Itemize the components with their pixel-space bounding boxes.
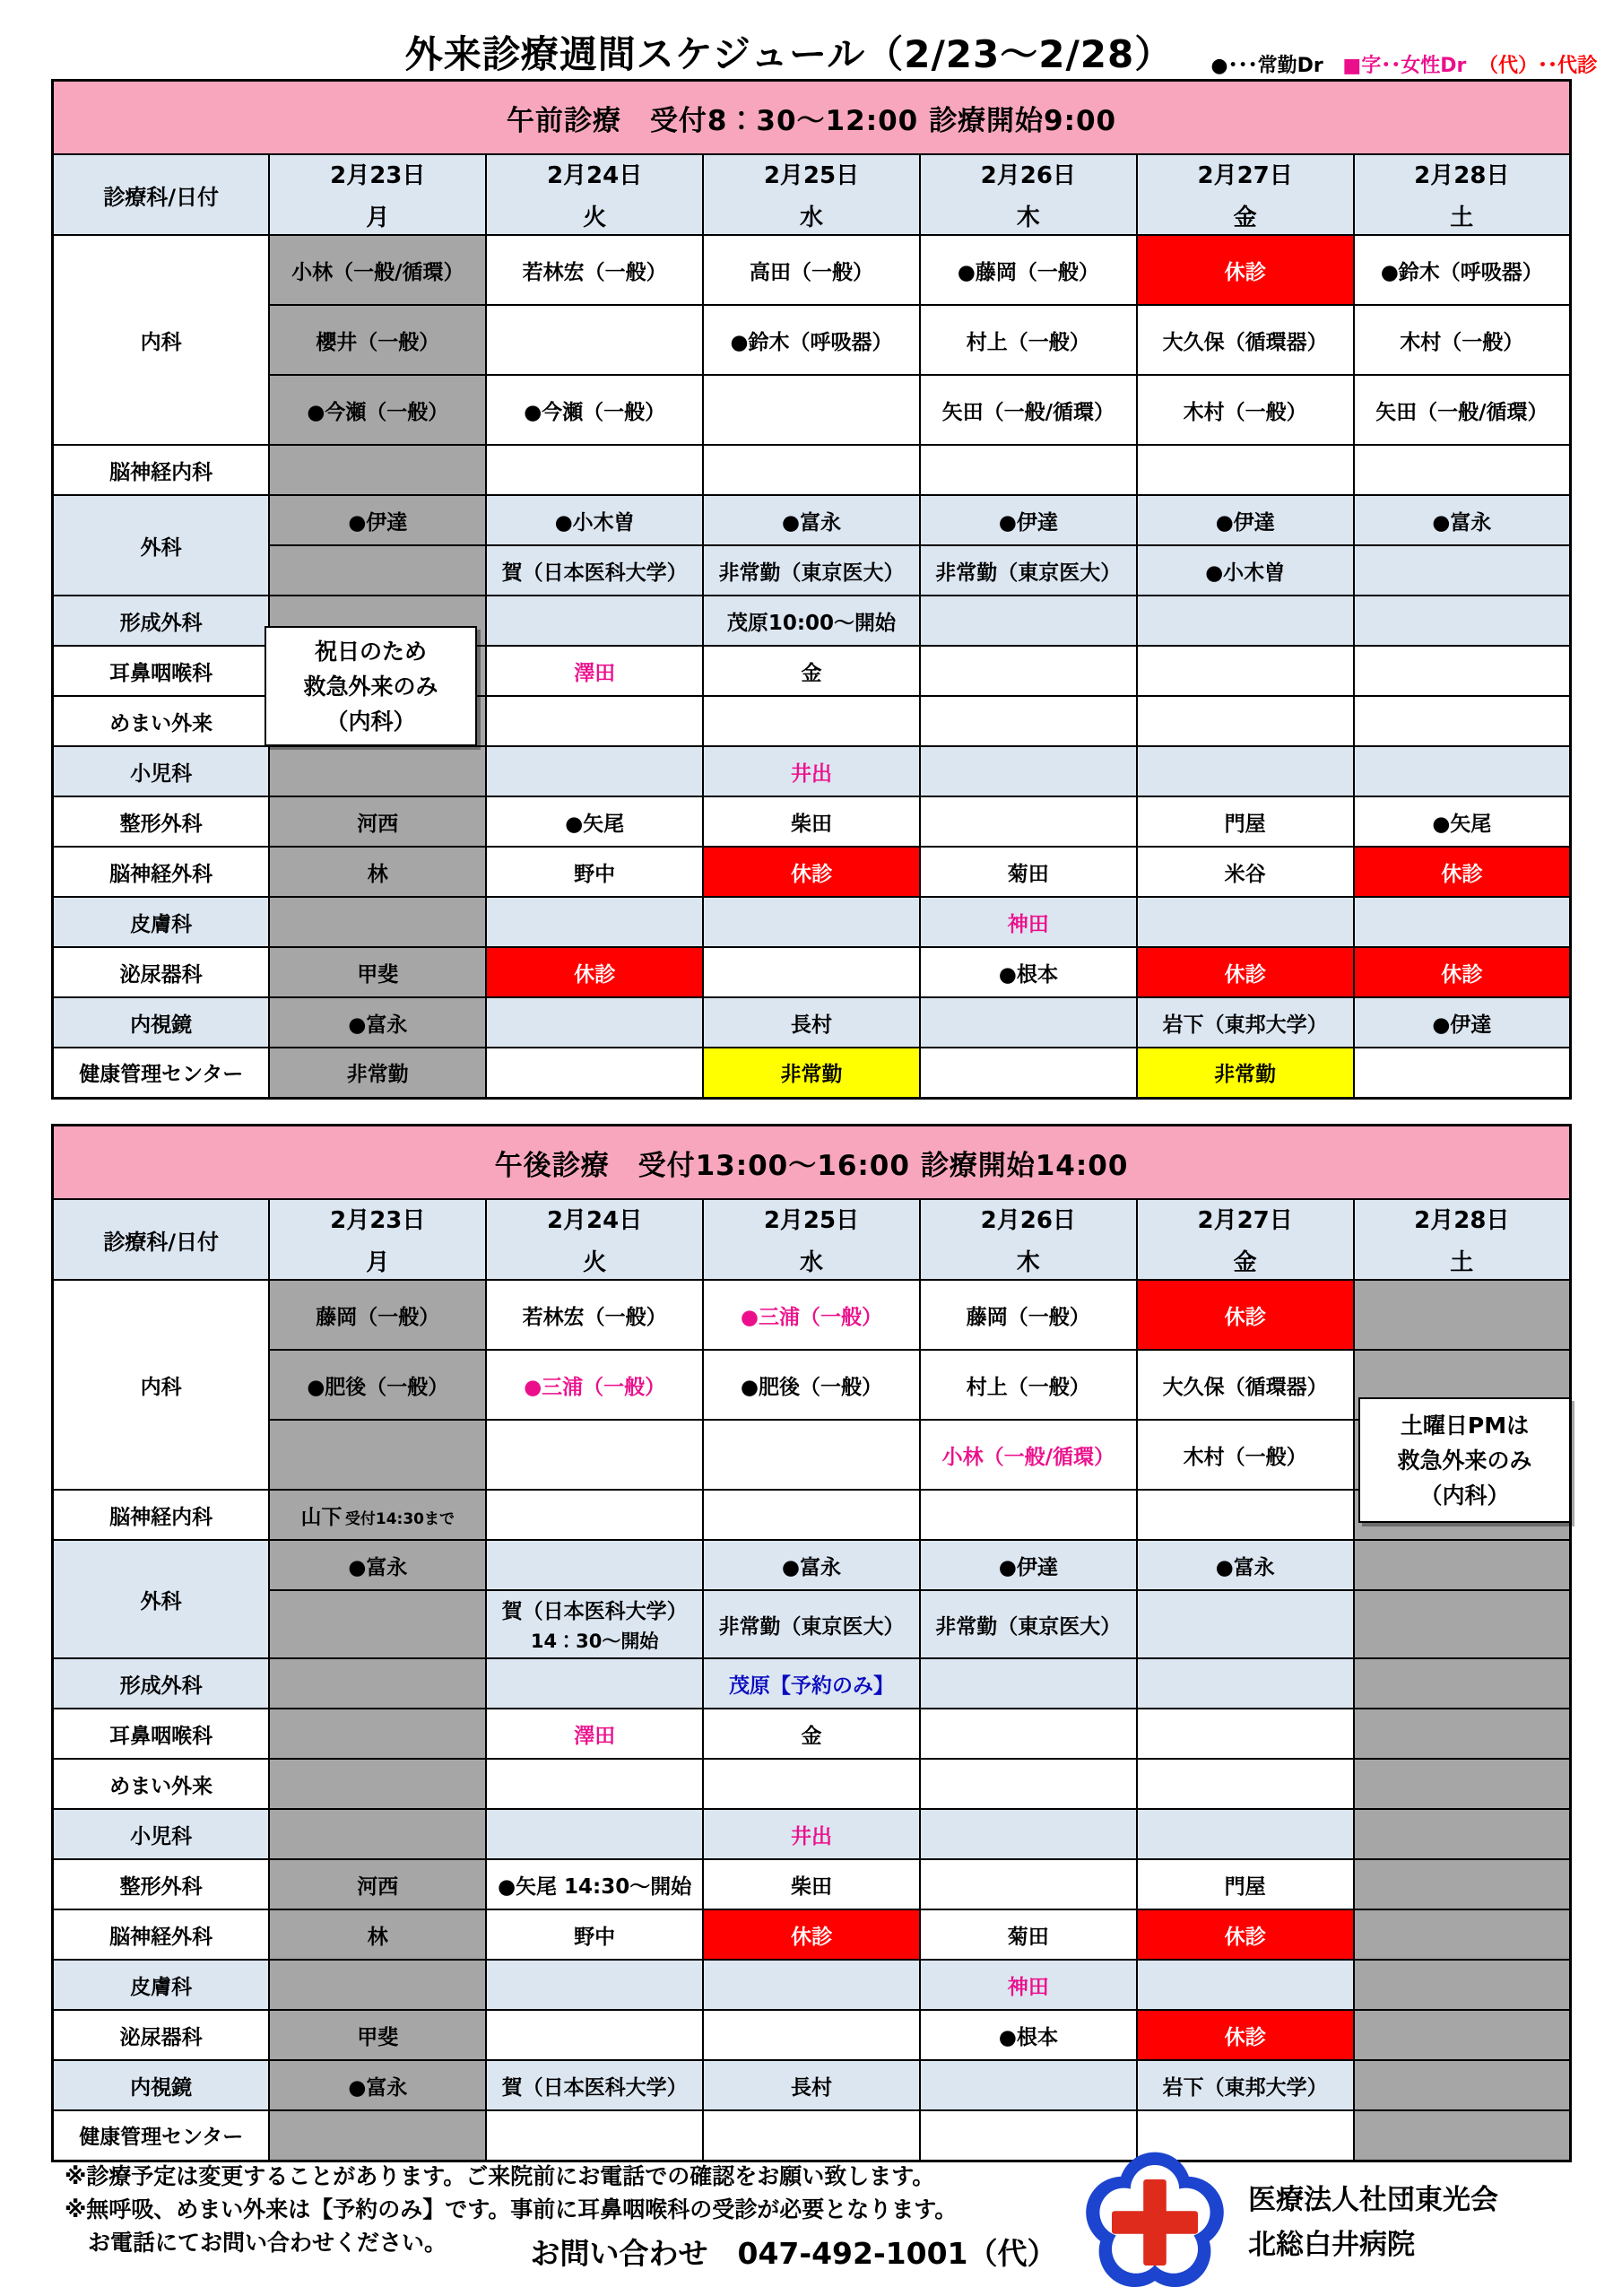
schedule-cell: 甲斐 [269, 947, 486, 997]
hospital-name-block [1248, 2178, 1498, 2267]
schedule-cell [920, 596, 1137, 646]
hospital-logo-icon [1083, 2149, 1227, 2296]
schedule-cell [1137, 1960, 1354, 2010]
holiday-notice-line: 救急外来のみ [303, 673, 438, 700]
dept-label: 脳神経外科 [53, 847, 270, 897]
saturday-notice-line: 救急外来のみ [1397, 1447, 1532, 1474]
schedule-cell [269, 746, 486, 796]
schedule-cell: 休診 [1137, 1909, 1354, 1960]
schedule-cell [269, 1759, 486, 1809]
schedule-cell: 河西 [269, 796, 486, 847]
hospital-name: 北総白井病院 [1248, 2229, 1415, 2261]
day-header: 2月23日 月 [269, 1199, 486, 1280]
schedule-cell: ●肥後（一般） [269, 1350, 486, 1420]
schedule-cell: 神田 [920, 897, 1137, 947]
day-header: 2月24日 火 [486, 1199, 703, 1280]
schedule-cell: 矢田（一般/循環） [920, 375, 1137, 445]
dept-label: 形成外科 [53, 596, 270, 646]
schedule-cell: 休診 [1354, 847, 1571, 897]
schedule-cell: 休診 [1137, 1280, 1354, 1350]
schedule-cell [486, 305, 703, 375]
schedule-cell: ●富永 [269, 2060, 486, 2110]
schedule-cell: 非常勤（東京医大） [703, 1590, 920, 1658]
day-header: 2月26日 木 [920, 154, 1137, 235]
schedule-cell: 柴田 [703, 1859, 920, 1909]
footer-note: ※無呼吸、めまい外来は【予約のみ】です。事前に耳鼻咽喉科の受診が必要となります。 [65, 2196, 958, 2222]
schedule-cell [486, 1809, 703, 1859]
schedule-cell [703, 375, 920, 445]
schedule-cell: 金 [703, 646, 920, 696]
schedule-cell [1137, 596, 1354, 646]
dept-label: めまい外来 [53, 1759, 270, 1809]
schedule-cell [1137, 1759, 1354, 1809]
schedule-cell: 村上（一般） [920, 1350, 1137, 1420]
session-band: 午前診療 受付8：30～12:00 診療開始9:00 [53, 81, 1571, 155]
dept-label: 健康管理センター [53, 1048, 270, 1098]
schedule-cell: 長村 [703, 2060, 920, 2110]
schedule-cell [1354, 646, 1571, 696]
holiday-notice-line: （内科） [325, 708, 416, 735]
footer-note: お電話にてお問い合わせください。 [88, 2230, 447, 2256]
schedule-cell [703, 2010, 920, 2060]
schedule-cell [486, 1960, 703, 2010]
schedule-cell [269, 1960, 486, 2010]
medical-corporation-name: 医療法人社団東光会 [1248, 2184, 1498, 2216]
schedule-cell [486, 1048, 703, 1098]
schedule-cell: ●伊達 [920, 495, 1137, 545]
dept-label: 形成外科 [53, 1658, 270, 1709]
schedule-cell: 野中 [486, 847, 703, 897]
schedule-cell: 門屋 [1137, 1859, 1354, 1909]
dept-label: 耳鼻咽喉科 [53, 646, 270, 696]
dept-label: 内視鏡 [53, 997, 270, 1048]
schedule-cell: 木村（一般） [1137, 1420, 1354, 1490]
schedule-cell [703, 947, 920, 997]
schedule-cell [1354, 1048, 1571, 1098]
schedule-cell [486, 2110, 703, 2161]
dept-label: 整形外科 [53, 796, 270, 847]
schedule-cell [486, 997, 703, 1048]
schedule-cell [920, 1048, 1137, 1098]
footer-note: ※診療予定は変更することがあります。ご来院前にお電話での確認をお願い致します。 [65, 2163, 935, 2189]
schedule-cell [1137, 1658, 1354, 1709]
schedule-cell: 非常勤（東京医大） [920, 545, 1137, 596]
schedule-cell: ●富永 [703, 1540, 920, 1590]
schedule-cell [703, 1490, 920, 1540]
schedule-cell [920, 2060, 1137, 2110]
schedule-cell: 茂原10:00～開始 [703, 596, 920, 646]
schedule-cell: ●藤岡（一般） [920, 235, 1137, 305]
dept-label: 泌尿器科 [53, 2010, 270, 2060]
schedule-cell [486, 445, 703, 495]
schedule-cell [269, 2110, 486, 2161]
schedule-cell: 非常勤（東京医大） [920, 1590, 1137, 1658]
schedule-cell: 井出 [703, 746, 920, 796]
schedule-cell: 藤岡（一般） [269, 1280, 486, 1350]
dept-label: 小児科 [53, 1809, 270, 1859]
dept-label: 内科 [53, 1280, 270, 1490]
schedule-cell [920, 445, 1137, 495]
dept-label: 内科 [53, 235, 270, 445]
schedule-cell: 門屋 [1137, 796, 1354, 847]
day-header: 2月27日 金 [1137, 1199, 1354, 1280]
schedule-cell [1137, 1709, 1354, 1759]
schedule-cell [1354, 1909, 1571, 1960]
dept-label: 脳神経外科 [53, 1909, 270, 1960]
schedule-cell [703, 2110, 920, 2161]
schedule-cell [486, 596, 703, 646]
schedule-cell [1137, 696, 1354, 746]
dept-label: 健康管理センター [53, 2110, 270, 2161]
schedule-cell: ●三浦（一般） [486, 1350, 703, 1420]
schedule-cell [486, 696, 703, 746]
schedule-cell [920, 746, 1137, 796]
schedule-cell: ●伊達 [920, 1540, 1137, 1590]
day-header: 2月26日 木 [920, 1199, 1137, 1280]
schedule-cell: ●小木曽 [1137, 545, 1354, 596]
schedule-cell [1137, 1490, 1354, 1540]
schedule-cell: 菊田 [920, 1909, 1137, 1960]
saturday-pm-notice-box [1358, 1397, 1571, 1523]
schedule-cell: 神田 [920, 1960, 1137, 2010]
schedule-cell [920, 1658, 1137, 1709]
schedule-cell [1354, 2010, 1571, 2060]
day-header: 2月25日 水 [703, 1199, 920, 1280]
schedule-cell: ●富永 [703, 495, 920, 545]
schedule-cell [1354, 596, 1571, 646]
day-header: 2月28日 土 [1354, 1199, 1571, 1280]
schedule-cell: ●富永 [1354, 495, 1571, 545]
dept-label: 泌尿器科 [53, 947, 270, 997]
schedule-cell: 休診 [1354, 947, 1571, 997]
schedule-cell [703, 696, 920, 746]
schedule-cell: ●今瀬（一般） [486, 375, 703, 445]
day-header: 2月25日 水 [703, 154, 920, 235]
schedule-cell: 若林宏（一般） [486, 1280, 703, 1350]
schedule-cell: 非常勤 [269, 1048, 486, 1098]
schedule-cell: 大久保（循環器） [1137, 305, 1354, 375]
dept-label: 外科 [53, 495, 270, 596]
schedule-cell: ●伊達 [1137, 495, 1354, 545]
dept-label: 整形外科 [53, 1859, 270, 1909]
schedule-cell: 茂原【予約のみ】 [703, 1658, 920, 1709]
schedule-cell: 若林宏（一般） [486, 235, 703, 305]
schedule-cell: 大久保（循環器） [1137, 1350, 1354, 1420]
dept-date-header: 診療科/日付 [53, 154, 270, 235]
schedule-cell [1354, 746, 1571, 796]
schedule-cell: 休診 [703, 847, 920, 897]
schedule-cell [920, 1490, 1137, 1540]
schedule-cell: ●伊達 [1354, 997, 1571, 1048]
schedule-cell: 賀（日本医科大学） [486, 545, 703, 596]
schedule-cell [1137, 1590, 1354, 1658]
schedule-cell: ●矢尾 [486, 796, 703, 847]
dept-label: めまい外来 [53, 696, 270, 746]
schedule-cell [1354, 1709, 1571, 1759]
schedule-cell [703, 1960, 920, 2010]
holiday-notice-line: 祝日のため [314, 638, 427, 665]
schedule-cell [486, 897, 703, 947]
dept-label: 脳神経内科 [53, 1490, 270, 1540]
schedule-cell [920, 1759, 1137, 1809]
schedule-cell [486, 2010, 703, 2060]
schedule-cell: 岩下（東邦大学） [1137, 2060, 1354, 2110]
schedule-cell [486, 1490, 703, 1540]
schedule-cell: 小林（一般/循環） [920, 1420, 1137, 1490]
schedule-cell [1354, 1590, 1571, 1658]
schedule-cell: ●富永 [269, 1540, 486, 1590]
schedule-cell [1354, 1960, 1571, 2010]
schedule-cell [486, 1420, 703, 1490]
schedule-cell: 井出 [703, 1809, 920, 1859]
schedule-cell [1354, 2110, 1571, 2161]
legend-substitute: （代）･･代診 [1478, 55, 1597, 77]
schedule-cell: ●小木曽 [486, 495, 703, 545]
schedule-cell: 休診 [1137, 2010, 1354, 2060]
schedule-cell: 休診 [486, 947, 703, 997]
schedule-cell: 賀（日本医科大学） 14：30～開始 [486, 1590, 703, 1658]
schedule-cell [1354, 696, 1571, 746]
schedule-cell [1137, 897, 1354, 947]
schedule-cell [1354, 1540, 1571, 1590]
dept-label: 内視鏡 [53, 2060, 270, 2110]
page-title: 外来診療週間スケジュール（2/23～2/28） [404, 32, 1174, 76]
schedule-cell: 休診 [703, 1909, 920, 1960]
schedule-cell: 金 [703, 1709, 920, 1759]
schedule-cell: 非常勤（東京医大） [703, 545, 920, 596]
schedule-cell: ●矢尾 14:30～開始 [486, 1859, 703, 1909]
schedule-cell [920, 1709, 1137, 1759]
schedule-cell: 木村（一般） [1137, 375, 1354, 445]
schedule-cell [920, 646, 1137, 696]
schedule-cell: ●伊達 [269, 495, 486, 545]
dept-label: 皮膚科 [53, 897, 270, 947]
schedule-cell: 林 [269, 847, 486, 897]
schedule-cell: ●肥後（一般） [703, 1350, 920, 1420]
schedule-cell: 賀（日本医科大学） [486, 2060, 703, 2110]
day-header: 2月24日 火 [486, 154, 703, 235]
schedule-cell: 藤岡（一般） [920, 1280, 1137, 1350]
schedule-cell: ●今瀬（一般） [269, 375, 486, 445]
schedule-cell: 非常勤 [1137, 1048, 1354, 1098]
schedule-cell: 小林（一般/循環） [269, 235, 486, 305]
schedule-cell: 休診 [1137, 235, 1354, 305]
schedule-cell: 休診 [1137, 947, 1354, 997]
schedule-cell [486, 1540, 703, 1590]
schedule-cell: 高田（一般） [703, 235, 920, 305]
schedule-cell: 櫻井（一般） [269, 305, 486, 375]
schedule-cell: 柴田 [703, 796, 920, 847]
schedule-cell [1354, 1859, 1571, 1909]
schedule-cell: 菊田 [920, 847, 1137, 897]
schedule-cell [269, 897, 486, 947]
schedule-cell [1354, 1658, 1571, 1709]
schedule-cell [1137, 746, 1354, 796]
schedule-cell [269, 1709, 486, 1759]
schedule-cell: 甲斐 [269, 2010, 486, 2060]
schedule-cell [1354, 545, 1571, 596]
schedule-cell [703, 445, 920, 495]
schedule-cell [920, 1859, 1137, 1909]
schedule-cell: ●富永 [269, 997, 486, 1048]
schedule-cell: ●三浦（一般） [703, 1280, 920, 1350]
morning-schedule-table [51, 79, 1572, 1100]
schedule-cell [920, 1809, 1137, 1859]
schedule-cell [486, 1759, 703, 1809]
schedule-cell [1354, 445, 1571, 495]
schedule-cell [703, 1759, 920, 1809]
dept-label: 耳鼻咽喉科 [53, 1709, 270, 1759]
schedule-cell [703, 897, 920, 947]
schedule-cell [486, 1658, 703, 1709]
saturday-notice-line: 土曜日PMは [1400, 1412, 1530, 1439]
schedule-cell: ●根本 [920, 2010, 1137, 2060]
schedule-cell [1354, 1809, 1571, 1859]
schedule-cell [486, 746, 703, 796]
dept-label: 小児科 [53, 746, 270, 796]
schedule-cell: ●根本 [920, 947, 1137, 997]
dept-label: 外科 [53, 1540, 270, 1658]
schedule-cell: 山下 受付14:30まで [269, 1490, 486, 1540]
schedule-cell: 長村 [703, 997, 920, 1048]
schedule-cell: 木村（一般） [1354, 305, 1571, 375]
schedule-cell [269, 445, 486, 495]
schedule-cell [1137, 445, 1354, 495]
schedule-cell: 澤田 [486, 1709, 703, 1759]
legend-fulltime: ●･･･常勤Dr [1210, 55, 1323, 77]
dept-label: 脳神経内科 [53, 445, 270, 495]
day-header: 2月27日 金 [1137, 154, 1354, 235]
day-header: 2月28日 土 [1354, 154, 1571, 235]
schedule-cell [920, 696, 1137, 746]
saturday-notice-line: （内科） [1419, 1482, 1510, 1509]
schedule-cell: 村上（一般） [920, 305, 1137, 375]
schedule-cell: ●矢尾 [1354, 796, 1571, 847]
schedule-cell [269, 1658, 486, 1709]
schedule-cell [269, 1809, 486, 1859]
legend [1210, 50, 1597, 78]
schedule-cell: ●鈴木（呼吸器） [1354, 235, 1571, 305]
schedule-cell [1354, 1759, 1571, 1809]
schedule-cell [1137, 646, 1354, 696]
schedule-cell [1137, 1809, 1354, 1859]
schedule-cell [1354, 2060, 1571, 2110]
schedule-cell [920, 796, 1137, 847]
schedule-cell: 矢田（一般/循環） [1354, 375, 1571, 445]
schedule-cell: 野中 [486, 1909, 703, 1960]
schedule-cell: ●富永 [1137, 1540, 1354, 1590]
schedule-cell: 岩下（東邦大学） [1137, 997, 1354, 1048]
schedule-cell: 非常勤 [703, 1048, 920, 1098]
schedule-cell [1354, 1280, 1571, 1350]
dept-date-header: 診療科/日付 [53, 1199, 270, 1280]
day-header: 2月23日 月 [269, 154, 486, 235]
schedule-cell [269, 1420, 486, 1490]
dept-label: 皮膚科 [53, 1960, 270, 2010]
session-band: 午後診療 受付13:00～16:00 診療開始14:00 [53, 1126, 1571, 1200]
schedule-cell: ●鈴木（呼吸器） [703, 305, 920, 375]
holiday-notice-box [265, 626, 477, 746]
schedule-cell [269, 1590, 486, 1658]
schedule-cell: 澤田 [486, 646, 703, 696]
contact-phone: お問い合わせ 047-492-1001（代） [530, 2236, 1057, 2271]
legend-female-dr: ■字･･女性Dr [1342, 55, 1467, 77]
schedule-cell: 河西 [269, 1859, 486, 1909]
schedule-cell [1354, 897, 1571, 947]
schedule-cell [703, 1420, 920, 1490]
schedule-cell: 米谷 [1137, 847, 1354, 897]
schedule-cell [920, 997, 1137, 1048]
schedule-cell: 林 [269, 1909, 486, 1960]
afternoon-schedule-table [51, 1124, 1572, 2162]
schedule-cell [269, 545, 486, 596]
